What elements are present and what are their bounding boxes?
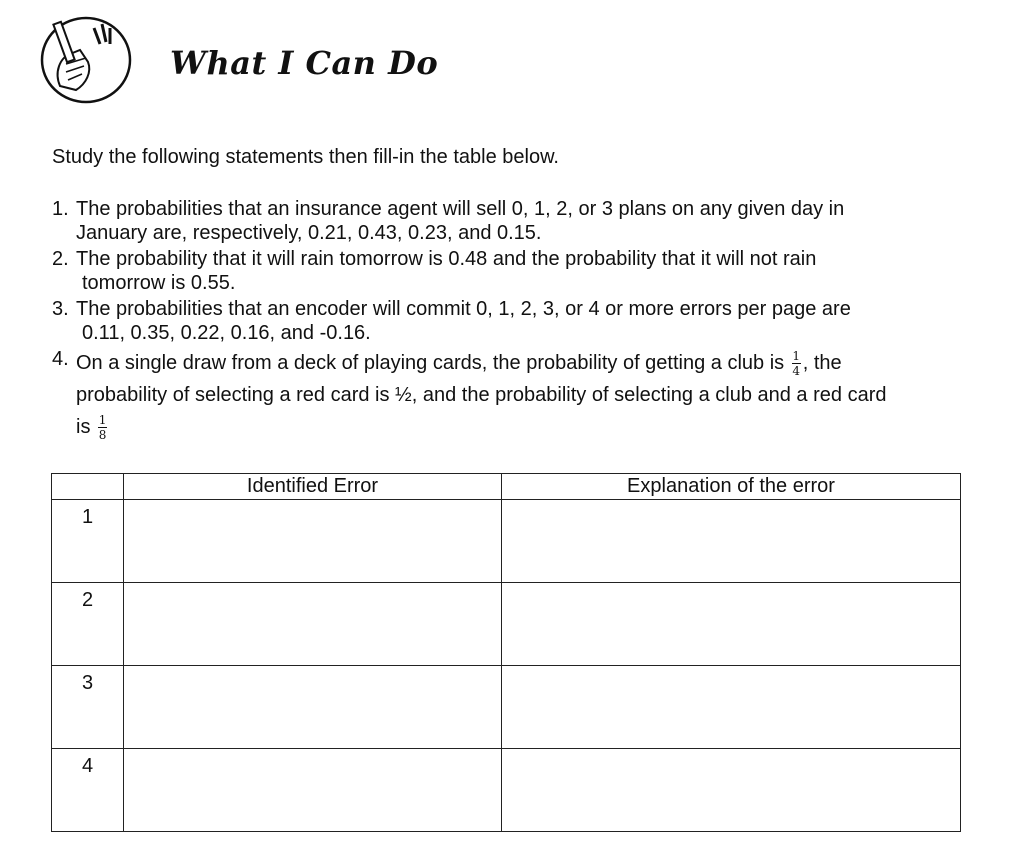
identified-error-cell[interactable] [124, 666, 502, 749]
fraction-one-eighth: $\frac{1}{8}$ [98, 413, 107, 443]
row-number: 3 [52, 666, 124, 749]
list-item: 3. The probabilities that an encoder will commit 0, 1, 2, 3, or 4 or more errors per page are 0.11, 0.35, 0.22, 0.16, and -0.16. [52, 298, 851, 344]
page-title: What I Can Do [170, 44, 439, 82]
identified-error-cell[interactable] [124, 749, 502, 832]
statement-list [52, 197, 972, 445]
table-row [52, 500, 961, 583]
table-row [52, 749, 961, 832]
identified-error-cell[interactable] [124, 583, 502, 666]
table-row [52, 666, 961, 749]
explanation-cell[interactable] [502, 583, 961, 666]
error-table [51, 473, 961, 832]
row-number: 4 [52, 749, 124, 832]
header-explanation: Explanation of the error [502, 474, 961, 500]
list-item: 2. The probability that it will rain tomorrow is 0.48 and the probability that it will not rain tomorrow is 0.55. [52, 248, 817, 294]
header-identified-error: Identified Error [124, 474, 502, 500]
table-header-row [52, 474, 961, 500]
explanation-cell[interactable] [502, 666, 961, 749]
table-row [52, 583, 961, 666]
instruction-text: Study the following statements then fill-in the table below. [52, 146, 559, 168]
list-item: 4. On a single draw from a deck of playing cards, the probability of getting a club is $\frac{1}{4}$ , the probability of selecting a red card is ½, and the probability of selecting a club and a red card is $\frac{1}{8}$ [52, 348, 887, 443]
fraction-one-quarter: $\frac{1}{4}$ [792, 349, 801, 379]
row-number: 2 [52, 583, 124, 666]
identified-error-cell[interactable] [124, 500, 502, 583]
row-number: 1 [52, 500, 124, 583]
list-item: 1. The probabilities that an insurance agent will sell 0, 1, 2, or 3 plans on any given day in January are, respectively, 0.21, 0.43, 0.23, and 0.15. [52, 198, 845, 244]
header-number [52, 474, 124, 500]
explanation-cell[interactable] [502, 749, 961, 832]
explanation-cell[interactable] [502, 500, 961, 583]
pencil-hand-icon [36, 14, 140, 106]
